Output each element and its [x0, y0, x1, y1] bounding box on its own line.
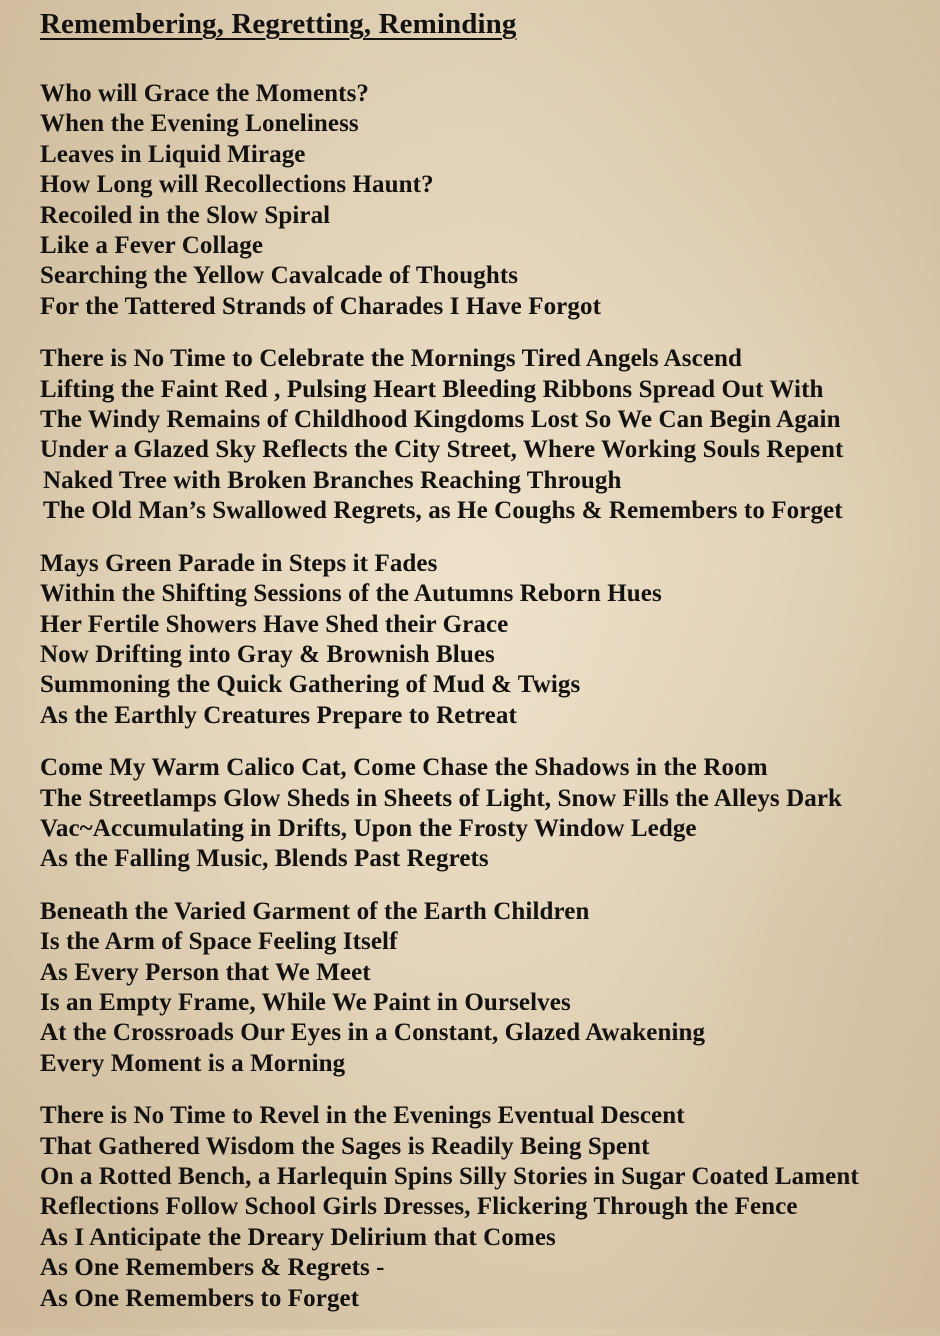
poem-line: When the Evening Loneliness [40, 110, 359, 138]
stanza-3 [40, 549, 920, 731]
poem-line: There is No Time to Revel in the Evenings Eventual Descent [40, 1102, 685, 1130]
poem-line: Every Moment is a Morning [40, 1049, 346, 1077]
poem-line: Recoiled in the Slow Spiral [40, 201, 331, 229]
poem-line: The Streetlamps Glow Sheds in Sheets of Light, Snow Fills the Alleys Dark [40, 784, 843, 812]
poem-page [40, 6, 920, 1336]
poem-line: There is No Time to Celebrate the Mornings Tired Angels Ascend [40, 345, 743, 373]
poem-line: Mays Green Parade in Steps it Fades [40, 549, 438, 577]
poem-line: Is the Arm of Space Feeling Itself [40, 928, 398, 956]
poem-line: As Every Person that We Meet [40, 958, 371, 986]
poem-line: How Long will Recollections Haunt? [40, 171, 434, 199]
poem-line: Naked Tree with Broken Branches Reaching Through [43, 466, 622, 494]
poem-line: Searching the Yellow Cavalcade of Thoughts [40, 262, 519, 290]
poem-line: For the Tattered Strands of Charades I Have Forgot [40, 292, 601, 320]
poem-line: Leaves in Liquid Mirage [40, 140, 306, 168]
stanza-2 [40, 344, 920, 526]
poem-line: Within the Shifting Sessions of the Autumns Reborn Hues [40, 580, 662, 608]
poem-line: Beneath the Varied Garment of the Earth Children [40, 897, 590, 925]
stanza-1 [40, 79, 920, 322]
poem-line: Lifting the Faint Red , Pulsing Heart Bleeding Ribbons Spread Out With [40, 375, 824, 403]
poem-line: As the Earthly Creatures Prepare to Retreat [40, 701, 517, 729]
poem-line: At the Crossroads Our Eyes in a Constant, Glazed Awakening [40, 1019, 706, 1047]
stanza-4 [40, 753, 920, 875]
poem-line: Is an Empty Frame, While We Paint in Ourselves [40, 988, 571, 1016]
poem-line: As One Remembers & Regrets - [40, 1254, 385, 1282]
poem-title: Remembering, Regretting, Reminding [40, 8, 517, 40]
poem-line: Now Drifting into Gray & Brownish Blues [40, 640, 495, 668]
poem-line: On a Rotted Bench, a Harlequin Spins Silly Stories in Sugar Coated Lament [40, 1163, 859, 1190]
poem-line: As the Falling Music, Blends Past Regrets [40, 845, 489, 873]
poem-line: As I Anticipate the Dreary Delirium that Comes [40, 1223, 556, 1251]
poem-line: Vac~Accumulating in Drifts, Upon the Frosty Window Ledge [40, 814, 697, 842]
poem-line: Who will Grace the Moments? [40, 80, 370, 107]
stanza-6 [40, 1101, 920, 1314]
poem-line: The Old Man’s Swallowed Regrets, as He Coughs & Remembers to Forget [43, 497, 843, 525]
poem-line: The Windy Remains of Childhood Kingdoms Lost So We Can Begin Again [40, 406, 841, 434]
poem-line: Come My Warm Calico Cat, Come Chase the Shadows in the Room [40, 754, 768, 782]
poem-line: That Gathered Wisdom the Sages is Readily Being Spent [40, 1132, 650, 1160]
poem-line: Summoning the Quick Gathering of Mud & Twigs [40, 671, 581, 699]
poem-line: Under a Glazed Sky Reflects the City Street, Where Working Souls Repent [40, 436, 844, 464]
poem-line: Like a Fever Collage [40, 232, 264, 260]
poem-line: Her Fertile Showers Have Shed their Grace [40, 610, 509, 638]
poem-line: Reflections Follow School Girls Dresses, Flickering Through the Fence [40, 1193, 798, 1221]
stanza-5 [40, 897, 920, 1079]
poem-line: As One Remembers to Forget [40, 1284, 360, 1312]
